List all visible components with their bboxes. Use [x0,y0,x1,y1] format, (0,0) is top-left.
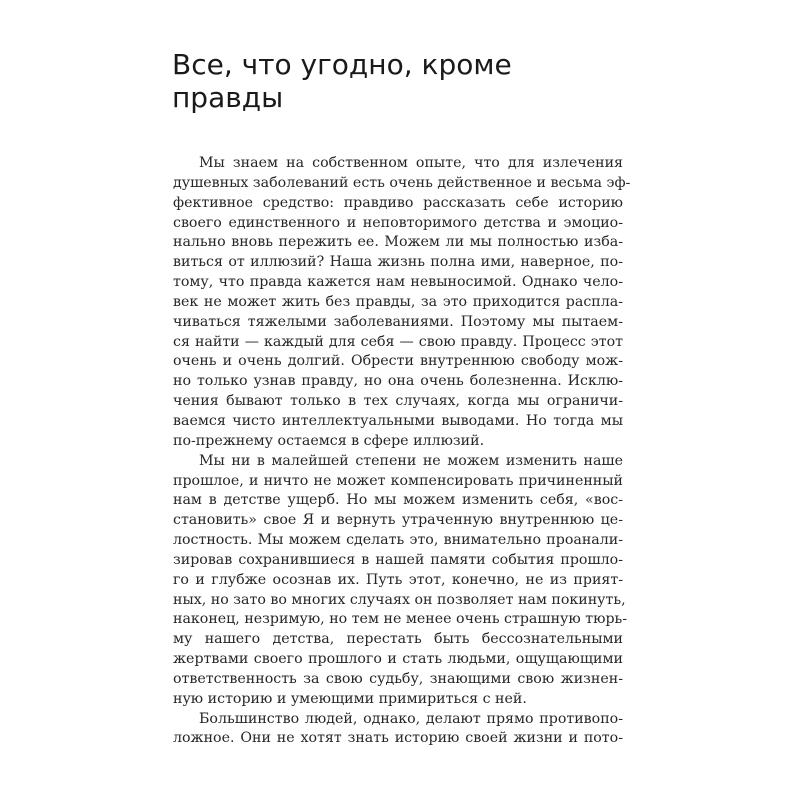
text-line: Мы знаем на собственном опыте, что для излечения [199,155,623,171]
text-line: ную историю и умеющими примириться с ней. [173,690,527,707]
text-line: му нашего детства, перестать быть бессознательными [173,631,623,648]
text-line: Мы ни в малейшей степени не можем изменить наше [199,452,623,469]
text-line: по-прежнему остаемся в сфере иллюзий. [173,432,485,449]
text-line: ваемся чисто интеллектуальными выводами. Но тогда мы [173,412,623,429]
text-line: жертвами своего прошлого и стать людьми, ощущающими [173,651,623,668]
text-line: фективное средство: правдиво рассказать себе историю [173,194,623,211]
text-line: чения бывают только в тех случаях, когда мы ограничи- [173,393,623,410]
text-line: го и глубже осознав их. Путь этот, конечно, не из прият- [173,571,623,588]
text-line: становить» свое Я и вернуть утраченную внутреннюю це- [173,512,623,529]
text-line: ложное. Они не хотят знать историю своей жизни и пото- [173,730,623,747]
paragraph [173,452,628,710]
text-line: век не может жить без правды, за это приходится распла- [173,293,623,310]
text-line: лостность. Мы можем сделать это, внимательно проанали- [173,532,623,549]
chapter-title [172,48,632,114]
chapter-title-line: Все, что угодно, кроме [172,48,512,81]
text-line: нам в детстве ущерб. Но мы можем изменить себя, «вос- [173,492,623,509]
text-line: ных, но зато во многих случаях он позволяет нам покинуть, [173,591,626,608]
text-line: чиваться тяжелыми заболеваниями. Поэтому мы пытаем- [173,313,623,330]
text-line: очень и очень долгий. Обрести внутреннюю свободу мож- [173,353,623,370]
text-line: Большинство людей, однако, делают прямо противопо- [199,710,623,727]
text-line: душевных заболеваний есть очень действенное и весьма эф- [173,174,631,191]
text-line: виться от иллюзий? Наша жизнь полна ими, наверное, по- [173,254,623,271]
body-text [173,154,631,749]
paragraph [173,710,623,750]
paragraph [173,154,631,452]
text-line: но только узнав правду, но она очень болезненна. Исклю- [173,373,623,390]
text-line: ответственность за свою судьбу, знающими свою жизнен- [173,670,623,687]
text-line: зировав сохранившиеся в нашей памяти события прошло- [173,551,623,568]
text-line: нально вновь пережить ее. Можем ли мы полностью изба- [173,234,623,251]
text-line: наконец, незримую, но тем не менее очень страшную тюрь- [173,611,628,628]
text-line: прошлое, и ничто не может компенсировать причиненный [173,472,623,489]
text-line: ся найти — каждый для себя — свою правду. Процесс этот [173,333,623,350]
text-line: своего единственного и неповторимого детства и эмоцио- [173,214,623,231]
chapter-title-line: правды [172,81,284,114]
text-line: тому, что правда кажется нам невыносимой. Однако чело- [173,274,623,291]
